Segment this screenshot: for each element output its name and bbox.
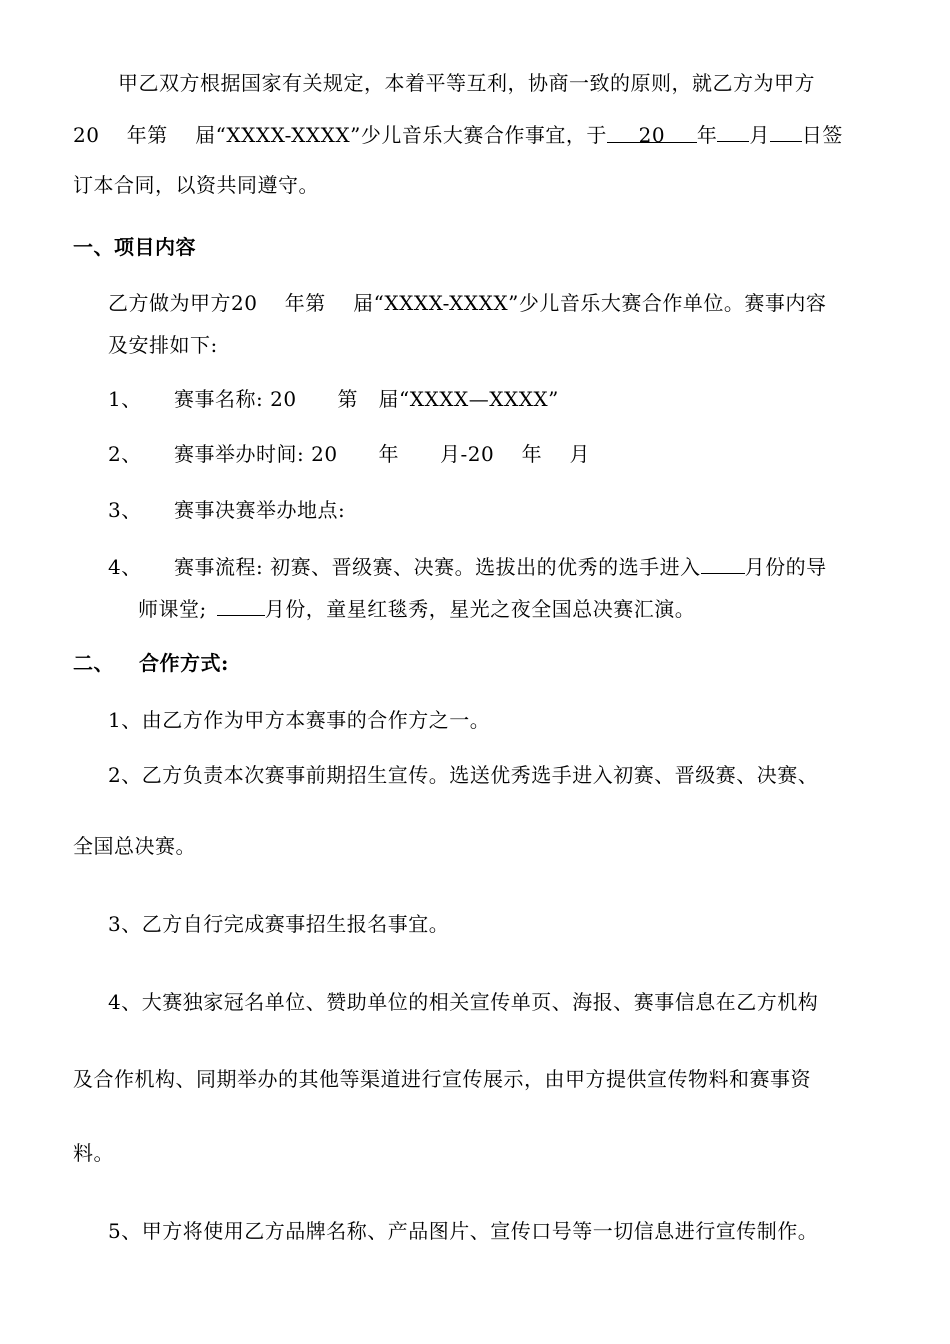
date-year-blank xyxy=(607,122,697,147)
section-1-item-4 xyxy=(108,553,827,580)
section-2-heading-text: 合作方式: xyxy=(139,651,229,675)
item-text: 赛事决赛举办地点: xyxy=(174,498,346,522)
day-label: 日签 xyxy=(801,123,843,147)
section-2-item-2: 2、乙方负责本次赛事前期招生宣传。选送优秀选手进入初赛、晋级赛、决赛、 xyxy=(108,763,819,787)
intro-line-2-text: 20 年第 届“XXXX-XXXX”少儿音乐大赛合作事宜，于 xyxy=(73,123,607,147)
item-number: 3、 xyxy=(108,498,142,522)
section-2-item-1: 1、由乙方作为甲方本赛事的合作方之一。 xyxy=(108,708,491,732)
item-number: 2、 xyxy=(108,442,142,466)
section-1-para-line-1: 乙方做为甲方20 年第 届“XXXX-XXXX”少儿音乐大赛合作单位。赛事内容 xyxy=(108,291,827,315)
intro-line-2 xyxy=(73,121,843,148)
item-text: 赛事名称: 20 第 届“XXXX—XXXX” xyxy=(174,387,559,411)
section-1-para-line-2: 及安排如下: xyxy=(108,333,218,357)
date-year-value: 20 xyxy=(638,123,666,147)
item-text-cont: 月份，童星红毯秀，星光之夜全国总决赛汇演。 xyxy=(264,597,696,621)
section-1-heading: 一、项目内容 xyxy=(73,235,196,259)
month-blank-1 xyxy=(701,553,745,574)
intro-line-3: 订本合同，以资共同遵守。 xyxy=(73,173,319,197)
month-label: 月 xyxy=(749,123,770,147)
section-1-item-4-cont xyxy=(138,595,695,622)
item-number: 1、 xyxy=(108,387,142,411)
section-2-item-3: 3、乙方自行完成赛事招生报名事宜。 xyxy=(108,912,450,936)
item-text-cont: 月份的导 xyxy=(744,555,827,579)
section-2-item-4-cont-2: 料。 xyxy=(73,1141,114,1165)
item-text: 师课堂; xyxy=(138,597,207,621)
section-2-heading-number: 二、 xyxy=(73,651,114,675)
section-2-item-5: 5、甲方将使用乙方品牌名称、产品图片、宣传口号等一切信息进行宣传制作。 xyxy=(108,1219,819,1243)
item-text: 赛事流程: 初赛、晋级赛、决赛。选拔出的优秀的选手进入 xyxy=(174,555,701,579)
date-month-blank xyxy=(717,121,749,142)
intro-line-1: 甲乙双方根据国家有关规定，本着平等互利，协商一致的原则，就乙方为甲方 xyxy=(118,71,815,95)
item-text: 赛事举办时间: 20 年 月-20 年 月 xyxy=(174,442,590,466)
month-blank-2 xyxy=(217,595,265,616)
year-label: 年 xyxy=(696,123,718,147)
section-1-item-1 xyxy=(108,386,559,412)
section-2-heading xyxy=(73,650,229,676)
section-1-item-3 xyxy=(108,497,345,523)
item-number: 4、 xyxy=(108,555,142,579)
section-2-item-4-cont: 及合作机构、同期举办的其他等渠道进行宣传展示，由甲方提供宣传物料和赛事资 xyxy=(73,1067,811,1091)
date-day-blank xyxy=(770,121,802,142)
section-1-item-2 xyxy=(108,441,590,467)
section-2-item-4: 4、大赛独家冠名单位、赞助单位的相关宣传单页、海报、赛事信息在乙方机构 xyxy=(108,990,819,1014)
section-2-item-2-cont: 全国总决赛。 xyxy=(73,834,196,858)
